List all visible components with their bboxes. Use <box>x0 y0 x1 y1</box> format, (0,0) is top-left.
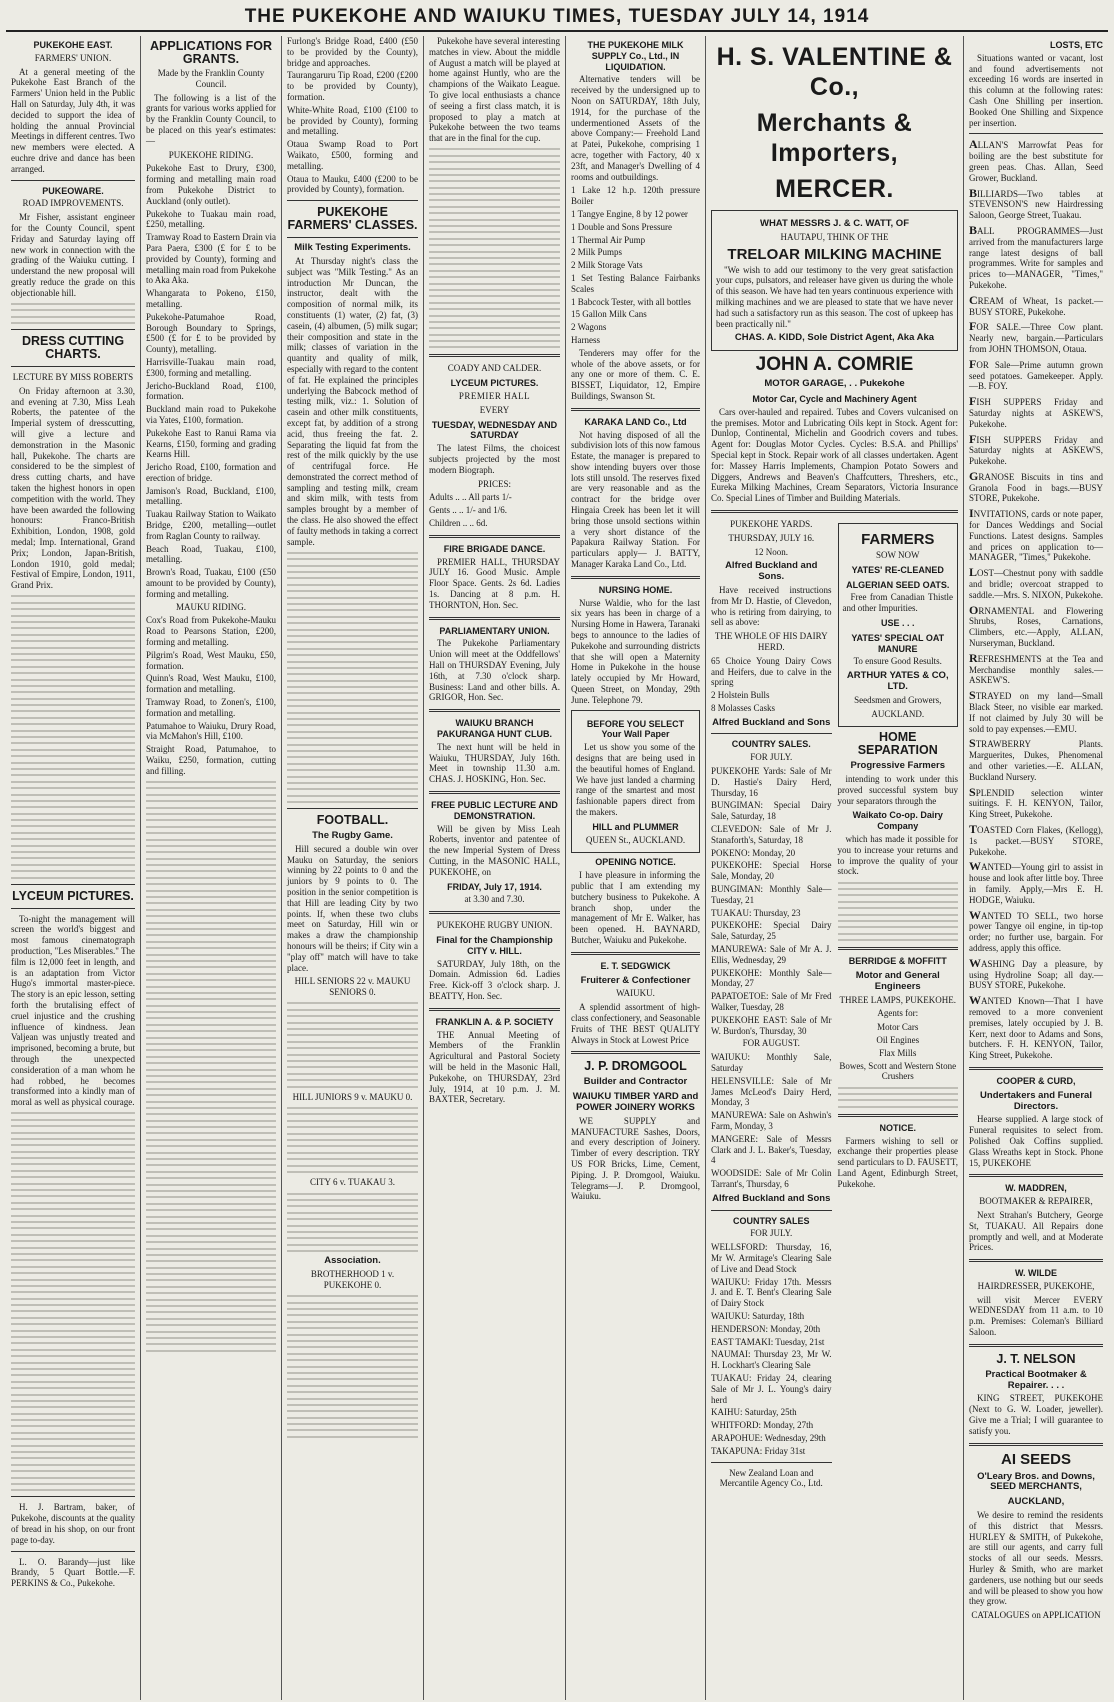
classified-text: OR Sale—Prime autumn grown seed potatoes. Gamekeeper. Apply.—B. FOY. <box>969 359 1103 392</box>
farmers-title: FARMERS <box>861 530 935 548</box>
dromgool-sub: Builder and Contractor <box>583 1076 688 1088</box>
agent-item: Oil Engines <box>876 1034 920 1045</box>
classified-ad <box>969 292 1103 318</box>
lyceum-blurb: The latest Films, the choicest subjects projected by the most modern Biograph. <box>429 443 560 475</box>
road-sub: ROAD IMPROVEMENTS. <box>22 198 124 209</box>
yates-manure-sub: To ensure Good Results. <box>853 656 942 667</box>
sedgwick-title: E. T. SEDGWICK <box>600 960 671 971</box>
valentine-trade: Merchants & Importers, <box>756 109 913 167</box>
dairy-item: 8 Molasses Casks <box>711 702 776 713</box>
note-1: H. J. Bartram, baker, of Pukekohe, discounts at the quality of bread in his shop, on our front page to-day. <box>11 1502 135 1545</box>
classified-initial: F <box>969 394 977 409</box>
franklin-title: FRANKLIN A. & P. SOCIETY <box>435 1016 554 1027</box>
asset-item: 1 Thermal Air Pump <box>571 234 646 245</box>
hunt-club-title: WAIUKU BRANCH PAKURANGA HUNT CLUB. <box>437 718 552 739</box>
karaka-title: KARAKA LAND Co., Ltd <box>584 416 687 427</box>
classified-initial: R <box>969 650 978 665</box>
comrie-line: MOTOR GARAGE, . . Pukekohe <box>764 378 905 390</box>
column-1 <box>6 36 141 1700</box>
dairy-item: 2 Holstein Bulls <box>711 690 770 701</box>
classified-initial: A <box>969 137 978 152</box>
classified-initial: B <box>969 185 978 200</box>
classified-initial: W <box>969 993 981 1008</box>
classified-ad <box>969 861 1103 905</box>
grant-item: Brown's Road, Tuakau, £100 (£50 amount to be provided by County), forming and metalling. <box>146 567 276 599</box>
asset-item: 1 Tangye Engine, 8 by 12 power <box>571 208 688 219</box>
classified-initial: S <box>969 784 976 799</box>
yates-title: YATES' RE-CLEANED <box>851 564 944 575</box>
cooper-text: Hearse supplied. A large stock of Funeral requisites to select from. Polished Oak Coffins supplied. Glass Wreaths kept in Stock. Phone 15, PUKEKOHE <box>969 1114 1103 1168</box>
grant-item: Jericho Road, £100, formation and erection of bridge. <box>146 462 276 483</box>
classified-text: OST—Chestnut pony with saddle and bridle; overcoat strapped to saddle.—Mrs. S. NIXON, Pukekohe. <box>969 568 1103 600</box>
madren-title: W. MADDREN, <box>1005 1183 1067 1194</box>
price-row: Children .. .. 6d. <box>429 518 488 529</box>
classified-text: RANOSE Biscuits in tins and Granola Food in bags.—BUSY STORE, Pukekohe. <box>969 471 1103 504</box>
asset-item: 1 Double and Sons Pressure <box>571 221 672 232</box>
classified-initial: S <box>969 736 976 751</box>
grant-item: Cox's Road from Pukekohe-Mauku Road to Pearsons Station, £200, forming and metalling. <box>146 615 276 648</box>
farmers-sub: SOW NOW <box>875 549 920 560</box>
sale-item: WAIUKU: Monthly Sale, Saturday <box>711 1052 832 1073</box>
final-text: SATURDAY, July 18th, on the Domain. Admission 6d. Ladies Free. Kick-off 3 o'clock sharp. J. BEATTY, Hon. Sec. <box>429 958 560 1001</box>
sale-item: PAPATOETOE: Sale of Mr Fred Walker, Tuesday, 28 <box>711 991 832 1013</box>
classified-ad <box>969 508 1103 563</box>
classified-ad <box>969 995 1103 1061</box>
sale-item: PUKEKOHE: Special Horse Sale, Monday, 20 <box>711 860 832 882</box>
grants-sub: Made by the Franklin County Council. <box>157 68 265 89</box>
losts-text: Situations wanted or vacant, lost and found advertisements not exceeding 16 words are inserted in this column at the following rates: Cash One Shilling per insertion. Booked One Shilling and Sixpence per insertion. <box>969 52 1103 128</box>
classified-text: REAM of Wheat, 1s packet.—BUSY STORE, Pukekohe. <box>969 295 1103 317</box>
milk-supply-title: THE PUKEKOHE MILK SUPPLY Co., Ltd., IN LIQUIDATION. <box>587 40 684 72</box>
use-label: USE . . . <box>880 617 915 628</box>
yards-date: THURSDAY, JULY 16. <box>728 532 815 543</box>
hill-plummer-title: HILL and PLUMMER <box>592 821 679 832</box>
three-lamps: THREE LAMPS, PUKEKOHE. <box>839 994 956 1005</box>
classified-text: ILLIARDS—Two tables at STEVENSON'S new Hairdressing Saloon, George Street, Tuakau. <box>969 188 1103 221</box>
agent-item: Flax Mills <box>879 1047 917 1058</box>
association-sub: Association. <box>324 1255 381 1267</box>
catalogue-line: CATALOGUES on APPLICATION <box>971 1610 1101 1621</box>
classified-initial: W <box>969 907 981 922</box>
asset-item: 15 Gallon Milk Cans <box>571 309 647 320</box>
classified-ad <box>969 824 1103 857</box>
classified-ad <box>969 738 1103 782</box>
fire-brigade-title: FIRE BRIGADE DANCE. <box>443 543 546 554</box>
sale-item: WOODSIDE: Sale of Mr Colin Tarrant's, Thursday, 6 <box>711 1168 832 1189</box>
classified-text: ISH SUPPERS Friday and Saturday nights at ASKEW'S, Pukekohe. <box>969 434 1103 467</box>
nelson-text: KING STREET, PUKEKOHE (Next to G. W. Loader, jeweller). Give me a Trial; I will guarantee to satisfy you. <box>969 1393 1103 1436</box>
classified-list <box>969 139 1103 1061</box>
grants-intro: The following is a list of the grants for various works applied for by the Franklin County Council, to be placed on this year's estimates:— <box>146 92 276 146</box>
asset-item: 1 Babcock Tester, with all bottles <box>571 296 691 307</box>
classified-initial: F <box>969 431 977 446</box>
grant-item: Jamison's Road, Buckland, £100, metalling. <box>146 485 276 507</box>
seeds-city: AUCKLAND, <box>1007 1496 1065 1508</box>
column-3 <box>282 36 424 1700</box>
august-head: FOR AUGUST. <box>742 1038 800 1049</box>
lyceum-title: LYCEUM PICTURES. <box>12 888 134 903</box>
agent-item: Motor Cars <box>877 1022 919 1033</box>
classified-initial: G <box>969 468 979 483</box>
asset-item: 2 Milk Pumps <box>571 247 623 258</box>
classified-text: PLENDID selection winter suitings. F. H. KENYON, Tailor, King Street, Pukekohe. <box>969 787 1103 820</box>
watt-text: "We wish to add our testimony to the very great satisfaction your cups, pulsators, and releaser have given us during the whole of this season. We have had ten years continuous experience with milking machines and we are pleased to state that we have never had such a satisfactory run as this season. The cost of upkeep has been practically nil." <box>716 264 953 329</box>
classified-ad <box>969 222 1103 291</box>
sale-item: EAST TAMAKI: Tuesday, 21st <box>711 1336 825 1347</box>
note-2: L. O. Barandy—just like Brandy, 5 Quart Bottle.—F. PERKINS & Co., Pukekohe. <box>11 1556 135 1589</box>
classified-initial: L <box>969 565 978 580</box>
classified-initial: T <box>969 822 978 836</box>
grant-item: Tuakau Railway Station to Waikato Bridge, £200, metalling—outlet from Raglan County to railway. <box>146 509 276 541</box>
masthead-title: THE PUKEKOHE AND WAIUKU TIMES, TUESDAY JULY 14, 1914 <box>6 4 1108 32</box>
every-label: EVERY <box>479 404 510 415</box>
sale-item: BUNGIMAN: Special Dairy Sale, Saturday, 18 <box>711 800 832 822</box>
grant-item: Otaua to Mauku, £400 (£200 to be provided by County), formation. <box>287 173 418 195</box>
asset-item: 2 Milk Storage Vats <box>571 260 643 271</box>
home-separation-text: intending to work under this proved successful system buy your separators through the <box>837 774 958 806</box>
sale-item: KAIHU: Saturday, 25th <box>711 1407 797 1418</box>
progressive-farmers: Progressive Farmers <box>850 760 946 772</box>
sedgwick-text: A splendid assortment of high-class confectionery, and Seasonable Fruits of THE BEST QUALITY Always in Stock at Lowest Price <box>571 1002 700 1045</box>
prices-label: PRICES: <box>477 478 511 489</box>
treloar-ad <box>711 210 958 351</box>
classified-text: ANTED—Young girl to assist in house and look after little boy. Three in family. Apply,—Mrs E. H. HODGE, Waiuku. <box>969 862 1103 905</box>
classified-ad <box>969 356 1103 392</box>
berridge-sub: Motor and General Engineers <box>855 969 940 992</box>
buckland-3: Alfred Buckland and Sons <box>712 1192 831 1204</box>
classified-text: ANTED TO SELL, two horse power Tangye oil engine, in tip-top order; no further use, bargain. For address, apply this office. <box>969 910 1103 953</box>
notice-text: Farmers wishing to sell or exchange their properties please send particulars to D. FAUSETT, Land Agent, Edinburgh Street, Pukekohe. <box>837 1135 958 1189</box>
madren-sub: BOOTMAKER & REPAIRER, <box>979 1196 1093 1207</box>
football-title: FOOTBALL. <box>316 813 389 828</box>
grant-item: Pilgrim's Road, West Mauku, £50, formation. <box>146 649 276 671</box>
classified-text: EFRESHMENTS at the Tea and Merchandise monthly sales.—ASKEW'S. <box>969 653 1103 686</box>
dress-title: DRESS CUTTING CHARTS. <box>21 334 125 362</box>
classified-initial: B <box>969 222 978 237</box>
dress-text: On Friday afternoon at 3.30, and evening at 7.30, Miss Leah Roberts, the patentee of the Imperial system of dresscutting, will give a lecture and demonstration in the Masonic hall, Pukekohe. The charts are considered to be the simplest of dress cutting charts, and have taken the highest honors in open competition with the world. They have been awarded the following honours: Franco-British Exhibition, London, 1908, gold medal; Imp. International, Grand Prix; London, Japan-British, London 1910, gold medal; Festival of Empire, London, 1911, Grand Prix. <box>11 385 135 591</box>
classified-initial: C <box>969 292 978 307</box>
brotherhood-result: BROTHERHOOD 1 v. PUKEKOHE 0. <box>310 1269 395 1291</box>
price-row: Adults .. .. All parts 1/- <box>429 492 512 503</box>
waikato-text: which has made it possible for you to increase your returns and to improve the quality of your stock. <box>837 834 958 877</box>
yates-oats: ALGERIAN SEED OATS. <box>846 579 950 590</box>
grant-item: Harrisville-Tuakau main road, £300, forming and metalling. <box>146 356 276 378</box>
column-5 <box>566 36 706 1700</box>
free-lecture-date: FRIDAY, July 17, 1914. <box>447 881 542 892</box>
yards-title: PUKEKOHE YARDS. <box>730 518 813 529</box>
sedgwick-loc: WAIUKU. <box>616 988 655 999</box>
wilde-text: will visit Mercer EVERY WEDNESDAY from 11 a.m. to 10 p.m. Premises: Coleman's Billiard Saloon. <box>969 1294 1103 1338</box>
lyceum-ad-title: LYCEUM PICTURES. <box>450 378 539 389</box>
sale-item: HENDERSON: Monday, 20th <box>711 1323 821 1334</box>
classified-initial: F <box>969 319 977 334</box>
yates-manure: YATES' SPECIAL OAT MANURE <box>851 632 945 654</box>
grant-item: Buckland main road to Pukekohe via Yates, £100, formation. <box>146 404 276 425</box>
classified-ad <box>969 139 1103 183</box>
classified-initial: S <box>969 688 976 703</box>
columns <box>6 36 1108 1700</box>
lower-wide-section <box>711 519 958 1492</box>
farmers-classes-title: PUKEKOHE FARMERS' CLASSES. <box>287 205 418 233</box>
column-6 <box>706 36 964 1700</box>
grant-item: Furlong's Bridge Road, £400 (£50 to be provided by the County), bridge and approaches. <box>287 36 418 68</box>
classified-initial: W <box>969 955 981 970</box>
sale-item: PUKEKOHE EAST: Sale of Mr W. Burdon's, Thursday, 30 <box>711 1014 832 1036</box>
nz-loan: New Zealand Loan and Mercantile Agency Co., Ltd. <box>719 1467 823 1489</box>
dress-sub: LECTURE BY MISS ROBERTS <box>12 372 134 383</box>
classified-ad <box>969 185 1103 221</box>
premier-hall: PREMIER HALL <box>458 391 531 402</box>
buckland-2: Alfred Buckland and Sons <box>712 716 831 728</box>
yates-ad <box>838 523 959 727</box>
free-lecture-text: Will be given by Miss Leah Roberts, inventor and patentee of the new Imperial System of Dress Cutting, in the MASONIC HALL, PUKEKOHE, on <box>429 823 560 877</box>
classified-text: ANTED Known—That I have removed to a more convenient premises, lately occupied by J. B. Kerr, next door to Adams and Sons, butchers. F. H. KENYON, Tailor, King Street, Pukekohe. <box>969 996 1103 1061</box>
column-7 <box>964 36 1108 1700</box>
coady-calder: COADY AND CALDER. <box>447 363 542 374</box>
sale-item: MANGERE: Sale of Messrs Clark and J. L. Baker's, Tuesday, 4 <box>711 1133 832 1166</box>
sale-item: PUKEKOHE: Special Dairy Sale, Saturday, 25 <box>711 920 832 942</box>
buckland-1: Alfred Buckland and Sons. <box>725 560 818 583</box>
nelson-title: J. T. NELSON <box>996 1351 1076 1366</box>
grant-item: Tramway Road, to Zonen's, £100, formation and metalling. <box>146 697 276 718</box>
agent-item: Bowes, Scott and Western Stone Crushers <box>839 1060 957 1082</box>
yards-time: 12 Noon. <box>754 546 788 557</box>
classified-text: ALL PROGRAMMES—Just arrived from the manufacturers large range latest designs of ball programmes. Write for samples and prices to—MANAGER, "Times," Pukekohe. <box>969 225 1103 290</box>
classified-ad <box>969 955 1103 991</box>
yates-firm: ARTHUR YATES & CO, LTD. <box>846 670 949 692</box>
opening-title: OPENING NOTICE. <box>595 857 676 868</box>
dairy-head: THE WHOLE OF HIS DAIRY HERD. <box>714 631 828 652</box>
grant-item: Pukekohe East to Ranui Rama via Kearns, £150, forming and grading Kearns Hill. <box>146 427 276 460</box>
cooper-sub: Undertakers and Funeral Directors. <box>980 1089 1092 1112</box>
lyceum-days: TUESDAY, WEDNESDAY AND SATURDAY <box>431 419 558 441</box>
asset-item: Harness <box>571 334 600 345</box>
classified-ad <box>969 784 1103 820</box>
pukeoware-title: PUKEOWARE. <box>42 185 104 196</box>
yards-text: Have received instructions from Mr D. Hastie, of Clevedon, who is retiring from dairying, to sell as above: <box>711 584 832 628</box>
watt-line-2: HAUTAPU, THINK OF THE <box>780 231 889 242</box>
grant-item: Otaua Swamp Road to Port Waikato, £500, forming and metalling. <box>287 139 418 171</box>
grant-item: Beach Road, Tuakau, £100, metalling. <box>146 543 276 565</box>
final-title: Final for the Championship CITY v. HILL. <box>436 934 553 956</box>
grant-item: Tramway Road to Eastern Drain via Para Paera, £300 (£ for £ to be provided by County), forming and metalling main road from Pukekohe to Aka Aka. <box>146 232 276 286</box>
sale-item: WELLSFORD: Thursday, 16, Mr W. Armitage's Clearing Sale of Live and Dead Stock <box>711 1242 832 1274</box>
madren-text: Next Strahan's Butchery, George St, TUAKAU. All Repairs done promptly and well, and at Moderate Prices. <box>969 1209 1103 1253</box>
wallpaper-text: Let us show you some of the designs that are being used in the beautiful homes of England. We have just landed a charming range of the smartest and most fashionable papers direct from the makers. <box>576 742 695 817</box>
milk-testing-sub: Milk Testing Experiments. <box>294 242 411 254</box>
sedgwick-sub: Fruiterer & Confectioner <box>580 974 691 986</box>
timber-title: WAIUKU TIMBER YARD and POWER JOINERY WORKS <box>572 1091 699 1113</box>
sale-item: POKENO: Monday, 20 <box>711 847 796 858</box>
buckland-column <box>711 519 832 1492</box>
sale-item: TUAKAU: Friday 24, clearing Sale of Mr J. L. Young's dairy herd <box>711 1372 832 1405</box>
comrie-sub: Motor Car, Cycle and Machinery Agent <box>752 393 917 404</box>
hunt-club-text: The next hunt will be held in Waiuku, THURSDAY, July 16th. Meet in township 11.30 a.m. CHAS. J. HOSKING, Hon. Sec. <box>429 741 560 785</box>
column-4 <box>424 36 566 1700</box>
wallpaper-ad <box>571 710 700 854</box>
grant-item: White-White Road, £100 (£100 to be provided by County), forming and metalling. <box>287 104 418 137</box>
road-text: Mr Fisher, assistant engineer for the County Council, spent Friday and Saturday laying off new work in connection with the grading of the Waiuku cutting. I understand the new proposal will greatly reduce the grade on this objectionable hill. <box>11 212 135 298</box>
sale-item: WAIUKU: Friday 17th. Messrs J. and E. T. Bent's Clearing Sale of Dairy Stock <box>711 1276 832 1309</box>
yates-sub: Seedsmen and Growers, <box>854 694 942 705</box>
wallpaper-title: BEFORE YOU SELECT Your Wall Paper <box>586 718 685 740</box>
classified-ad <box>969 650 1103 686</box>
grant-item: Taurangaruru Tip Road, £200 (£200 to be provided by County), formation. <box>287 70 418 102</box>
comrie-name: JOHN A. COMRIE <box>755 354 914 376</box>
free-lecture-title: FREE PUBLIC LECTURE AND DEMONSTRATION. <box>431 799 558 821</box>
cooper-title: COOPER & CURD, <box>996 1075 1076 1086</box>
sale-item: WHITFORD: Monday, 27th <box>711 1420 814 1431</box>
country-sales-2-title: COUNTRY SALES <box>732 1215 810 1226</box>
country-sales-sub: FOR JULY. <box>750 752 793 763</box>
grant-item: Straight Road, Patumahoe, to Waiku, £250, formation, cutting and filling. <box>146 744 276 776</box>
sale-item: WAIUKU: Saturday, 18th <box>711 1310 805 1321</box>
sale-item: CLEVEDON: Sale of Mr J. Stanaforth's, Saturday, 18 <box>711 824 832 845</box>
sale-item: BUNGIMAN: Monthly Sale—Tuesday, 21 <box>711 884 832 905</box>
classified-initial: W <box>969 859 981 874</box>
rugby-union: PUKEKOHE RUGBY UNION. <box>436 920 553 931</box>
grant-item: Pukekohe East to Drury, £300, forming and metalling main road from Pukekohe District to Auckland (only outlet). <box>146 163 276 206</box>
grant-item: Pukekohe-Patumahoe Road, Borough Boundary to Springs, £500 (£ for £ to be provided by County), metalling. <box>146 311 276 355</box>
classified-ad <box>969 431 1103 467</box>
sale-item: PUKEKOHE: Monthly Sale—Monday, 27 <box>711 967 832 989</box>
sale-item: MANUREWA: Sale on Ashwin's Farm, Monday, 3 <box>711 1110 832 1131</box>
rugby-sub: The Rugby Game. <box>312 830 393 842</box>
nursing-text: Nurse Waldie, who for the last six years has been in charge of a Nursing Home in Hawera, Taranaki begs to announce to the ladies of Pukekohe and surrounding districts that she will open a Maternity Home in Pukekohe in the house lately occupied by Mr Howard, Queen Street, on Monday, 29th June. Telephone 79. <box>571 597 700 705</box>
seeds-sub: O'Leary Bros. and Downs, SEED MERCHANTS, <box>977 1470 1095 1493</box>
fire-brigade-text: PREMIER HALL, THURSDAY JULY 16. Good Music. Ample Floor Space. Gents. 2s 6d. Ladies 1s. Dancing at 8 p.m. H. THORNTON, Hon. Sec. <box>429 556 560 610</box>
price-row: Gents .. .. 1/- and 1/6. <box>429 505 507 516</box>
classified-text: OASTED Corn Flakes, (Kellogg), 1s packet.—BUSY STORE, Pukekohe. <box>969 825 1103 857</box>
lyceum-text: To-night the management will screen the world's biggest and most famous cinematograph production, "Les Miserables." The film is 12,000 feet in length, and is an adaptation from Victor Hugo's immortal master-piece. The story is an epic lesson, setting forth the brutalising effect of cruel injustice and the crushing influence of kindness. Jean Valjean was unjustly treated and imprisoned, becoming a brute, but through the unexpected consideration of a man whom he had robbed, he becomes transformed into a kindly man of moral as well as physical courage. <box>11 913 135 1108</box>
sale-item: MANUREWA: Sale of Mr A. J. Ellis, Wednesday, 29 <box>711 944 832 965</box>
rugby-text: Hill secured a double win over Mauku on Saturday, the seniors winning by 22 points to 0 and the juniors by 9 points to 0. The position in the senior competition is that Hill are leading City by two points. If, when these two clubs meet on Saturday, Hill win or makes a draw the championship honours will be theirs; if City win a "play off" match will have to take place. <box>287 843 418 973</box>
free-lecture-time: at 3.30 and 7.30. <box>464 894 525 905</box>
sale-item: ARAPOHUE: Wednesday, 29th <box>711 1432 826 1443</box>
column-2 <box>141 36 282 1700</box>
country-sales-title: COUNTRY SALES. <box>731 739 811 750</box>
hill-plummer-sub: QUEEN St., AUCKLAND. <box>585 834 686 845</box>
milk-supply-close: Tenderers may offer for the whole of the above assets, or for any one or more of them. C. E. BISSET, Liquidator, 12, Empire Buildings, Swanson St. <box>571 347 700 401</box>
parliamentary-title: PARLIAMENTARY UNION. <box>439 625 550 636</box>
timber-text: WE SUPPLY and MANUFACTURE Sashes, Doors, and every description of Joinery. Timber of every description. TRY US FOR Bricks, Lime, Cement, Piping. J. P. Dromgool, Waiuku. Telegrams—J. P. Dromgool, Waiuku. <box>571 1115 700 1202</box>
treloar-title: TRELOAR MILKING MACHINE <box>727 245 942 263</box>
union-sub: FARMERS' UNION. <box>34 52 112 63</box>
union-title: PUKEKOHE EAST. <box>33 40 113 50</box>
seniors-result: HILL SENIORS 22 v. MAUKU SENIORS 0. <box>294 976 411 998</box>
classified-ad <box>969 690 1103 734</box>
grant-item: Jericho-Buckland Road, £100, formation. <box>146 380 276 402</box>
classified-ad <box>969 396 1103 429</box>
franklin-text: THE Annual Meeting of Members of the Franklin Agricultural and Pastoral Society will be held in the Masonic Hall, Pukekohe, on THURSDAY, 23rd July, 1914, at 10 p.m. J. M. BAXTER, Secretary. <box>429 1029 560 1105</box>
classified-initial: I <box>969 506 974 521</box>
sale-item: PUKEKOHE Yards: Sale of Mr D. Hastie's Dairy Herd, Thursday, 16 <box>711 766 832 798</box>
agents-label: Agents for: <box>877 1008 919 1019</box>
yates-city: AUCKLAND. <box>871 708 925 719</box>
asset-item: 1 Set Testing Balance Fairbanks Scales <box>571 272 700 294</box>
classified-text: RNAMENTAL and Flowering Shrubs, Roses, Carnations, Climbers, etc.—Apply, ALLAN, Nurseryman, Buckland. <box>969 605 1103 649</box>
classified-ad <box>969 468 1103 504</box>
juniors-result: HILL JUNIORS 9 v. MAUKU 0. <box>292 1091 413 1102</box>
nursing-title: NURSING HOME. <box>598 584 673 595</box>
parliamentary-text: The Pukekohe Parliamentary Union will meet at the Oddfellows' Hall on THURSDAY Evening, July 16th, at 7.30 o'clock sharp. Business: Land and other bills. A. GRIGOR, Hon. Sec. <box>429 638 560 703</box>
waikato-title: Waikato Co-op. Dairy Company <box>852 810 943 832</box>
grant-item: Whangarata to Pokeno, £150, metalling. <box>146 288 276 309</box>
valentine-mercer: MERCER. <box>775 175 894 203</box>
sale-item: TAKAPUNA: Friday 31st <box>711 1445 806 1456</box>
football-cont: Pukekohe have several interesting matches in view. About the middle of August a match will be played at home against Huntly, who are the champions of the Waikato League. To give local enthusiasts a chance of seeing a first class match, it is proposed to play a match at Pukekohe between the two teams that are in the final for the cup. <box>429 36 560 144</box>
nelson-sub: Practical Bootmaker & Repairer. . . . <box>985 1368 1087 1391</box>
opening-text: I have pleasure in informing the public that I am extending my butchery business to Pukekohe. A branch shop, under the management of Mr E. Walker, has been opened. H. BAYNARD, Butcher, Waiuku and Pukekohe. <box>571 870 700 945</box>
grants-section: PUKEKOHE RIDING. <box>168 149 254 160</box>
city-result: CITY 6 v. TUAKAU 3. <box>310 1177 395 1188</box>
notice-title: NOTICE. <box>879 1122 916 1133</box>
classified-initial: F <box>969 356 977 371</box>
classified-text: LLAN'S Marrowfat Peas for boiling are the best substitute for green peas. Chas. Allan, Seed Grower, Buckland. <box>969 140 1103 183</box>
comrie-text: Cars over-hauled and repaired. Tubes and Covers vulcanised on the premises. Motor and Lubricating Oils kept in Stock. Agent for: Dunlop, Continental, Michelin and Goodrich covers and tubes. Agent for: Douglas Motor Cycles. Cycles: B.S.A. and Phillips' Special kept in Stock. Repair work of all classes undertaken. Agent for: Massey Harris Implements, Champion Potato Sowers and Diggers, Andrews and Beaven's Chaffcutters, Threshers, etc., Eureka Milking Machines, Cream Separators, Victoria Insurance Co. Special Lines of Timber and Building Materials. <box>711 406 958 504</box>
grant-item: Quinn's Road, West Mauku, £100, formation and metalling. <box>146 673 276 695</box>
sale-item: NAUMAI: Thursday 23, Mr W. H. Lockhart's Clearing Sale <box>711 1349 832 1371</box>
asset-item: 1 Lake 12 h.p. 120th pressure Boiler <box>571 185 700 207</box>
dromgool-title: J. P. DROMGOOL <box>584 1059 687 1074</box>
classified-text: NVITATIONS, cards or note paper, for Dances Weddings and Social Functions. Latest designs. Samples and prices on application to—MANAGER, "Times," Pukekohe. <box>969 509 1103 563</box>
union-text: At a general meeting of the Pukekohe East Branch of the Farmers' Union held in the Public Hall on Saturday, July 4th, it was decided to support the idea of holding the annual Provincial Meetings in different centres. Two new members were elected. A euchre drive and dance has been arranged. <box>11 66 135 174</box>
classified-text: TRAWBERRY Plants. Marguerites, Dukes, Phenomenal and other varieties.—E. ALLAN, Buckland Nursery. <box>969 739 1103 782</box>
wilde-sub: HAIRDRESSER, PUKEKOHE, <box>977 1280 1095 1291</box>
seeds-text: We desire to remind the residents of this district that Messrs. HURLEY & SMITH, of Pukekohe, are still our agents, and carry full stocks of all our seeds. Messrs. Hurley & Smith, who are market gardeners, use nothing but our seeds and will be pleased to show you how they grow. <box>969 1510 1103 1607</box>
milk-supply-text: Alternative tenders will be received by the undersigned up to Noon on SATURDAY, 18th July, 1914, for the purchase of the undermentioned Assets of the above Company:— Freehold Land at Patei, Pukekohe, comprising 1 acre, together with Factory, 40 x 23ft, and Manager's Dwelling of 4 rooms and outbuildings. <box>571 74 700 182</box>
classified-ad <box>969 321 1103 354</box>
yates-text: Free from Canadian Thistle and other Impurities. <box>842 592 953 614</box>
country-sales-2-sub: FOR JULY. <box>750 1228 793 1239</box>
grants-title: APPLICATIONS FOR GRANTS. <box>150 39 272 66</box>
wilde-title: W. WILDE <box>1015 1268 1057 1279</box>
home-separation-title: HOME SEPARATION <box>857 730 938 758</box>
classified-text: OR SALE.—Three Cow plant. Nearly new, bargain.—Particulars from JOHN THOMSON, Otaua. <box>969 322 1103 354</box>
losts-title: LOSTS, ETC <box>1049 40 1103 50</box>
milk-testing-text: At Thursday night's class the subject was "Milk Testing." As an introduction Mr Duncan, the instructor, dealt with the composition of normal milk, its constituents (1) water, (2) fat, (3) casein, (4) albumen, (5) milk sugar; their composition and state in the milk; classes of variation in the quantity and quality of milk, especially with regard to the content of fat. He explained the principles underlying the Babcock method of testing milk, viz.: 1. Solution of casein and other milk constituents, except fat, by addition of a strong acid, thus freeing the fat. 2. Separating the liquid fat from the rest of the milk quickly by the use of centrifugal force. He demonstrated the correct method of sampling and testing milk, cream and skim milk, with tests from samples brought by a member of the class. He also showed the effect of faulty methods in taking a correct sample. <box>287 255 418 547</box>
kidd-agent: CHAS. A. KIDD, Sole District Agent, Aka Aka <box>734 332 935 344</box>
sale-item: TUAKAU: Thursday, 23 <box>711 907 801 918</box>
classified-ad <box>969 567 1103 600</box>
classified-ad <box>969 602 1103 649</box>
berridge-title: BERRIDGE & MOFFITT <box>848 956 947 967</box>
watt-line-1: WHAT MESSRS J. & C. WATT, OF <box>759 218 909 229</box>
classified-initial: O <box>969 602 979 617</box>
valentine-firm: H. S. VALENTINE & Co., <box>716 43 953 101</box>
dairy-item: 65 Choice Young Dairy Cows and Heifers, due to calve in the spring <box>711 655 832 688</box>
classified-ad <box>969 907 1103 954</box>
grants-section-2: MAUKU RIDING. <box>176 601 246 612</box>
karaka-text: Not having disposed of all the subdivision lots of this now famous Estate, the manager is prepared to show intending buyers over those lots still unsold. The reserves fixed are very reasonable and as the contract for the bridge over Hingaia Creek has been let it will bring those unsold sections within a very short distance of the Papakura Railway Station. For particulars apply— J. BATTY, Manager Karaka Land Co., Ltd. <box>571 429 700 570</box>
grant-item: Pukekohe to Tuakau main road, £250, metalling. <box>146 208 276 230</box>
classified-text: ASHING Day a pleasure, by using Hydroline Soap; all day.—BUSY STORE, Pukekohe. <box>969 958 1103 991</box>
grant-item: Patumahoe to Waiuku, Drury Road, via McMahon's Hill, £100. <box>146 720 276 742</box>
classified-text: ISH SUPPERS Friday and Saturday nights at ASKEW'S, Pukekohe. <box>969 397 1103 429</box>
sale-item: HELENSVILLE: Sale of Mr James McLeod's Dairy Herd, Monday, 3 <box>711 1075 832 1108</box>
farmers-column <box>838 519 959 1492</box>
seeds-title: AI SEEDS <box>1000 1450 1072 1468</box>
classified-text: TRAYED on my land—Small Black Steer, no visible ear marked. If not claimed by July 30 will be sold to pay expenses.—EMU. <box>969 691 1103 734</box>
asset-item: 2 Wagons <box>571 322 607 333</box>
